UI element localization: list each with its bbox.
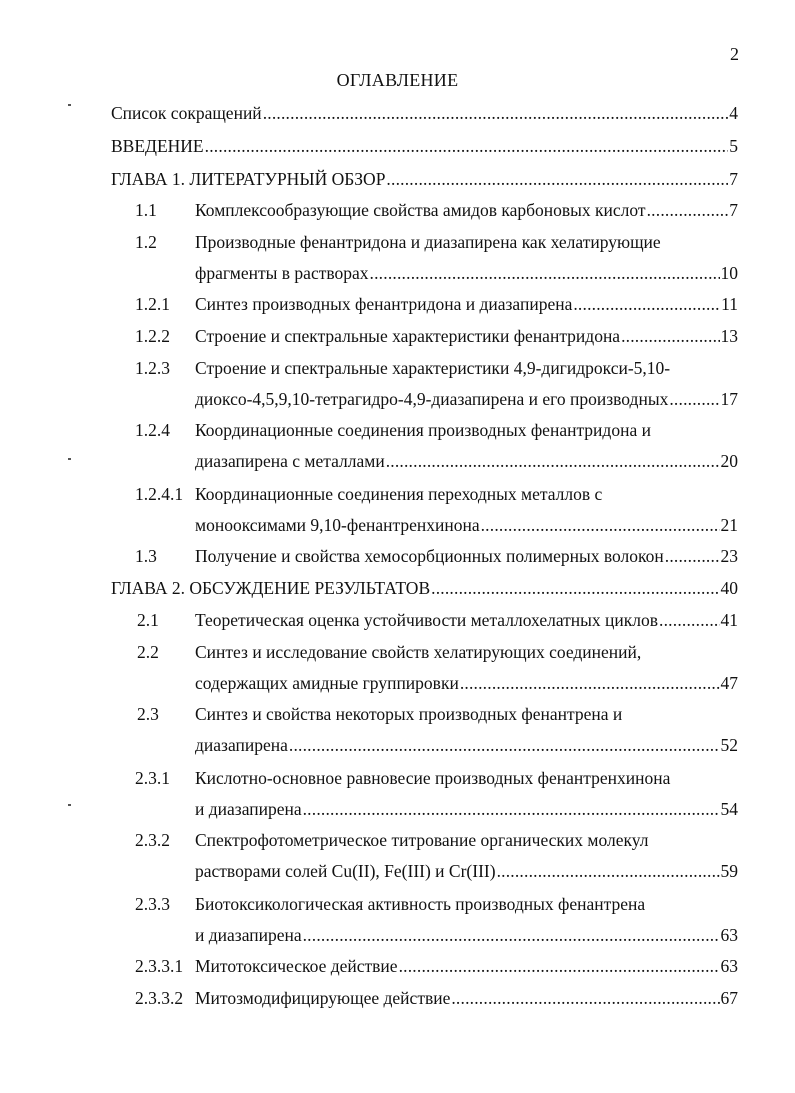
toc-item-title: Кислотно-основное равновесие производных фенантренхинона [195,768,671,788]
toc-item-2-3-1[interactable] [195,768,670,788]
toc-item-number: 2.1 [137,610,159,630]
toc-item-title: диазапирена [195,735,288,755]
toc-item-number: 2.3.1 [135,768,170,788]
toc-item-title: ГЛАВА 2. ОБСУЖДЕНИЕ РЕЗУЛЬТАТОВ [111,578,431,598]
toc-item-1-3[interactable] [195,546,738,566]
toc-item-title: диоксо-4,5,9,10-тетрагидро-4,9-диазапирена и его производных [195,389,669,409]
dot-leader [303,925,720,945]
toc-item-page: 59 [720,861,738,881]
toc-item-number: 2.3.3.1 [135,956,184,976]
page-number: 2 [730,44,739,64]
dot-leader [289,735,720,755]
dot-leader [303,799,720,819]
dot-leader [665,546,720,566]
toc-item-title: и диазапирена [195,925,302,945]
dot-leader [431,578,719,598]
toc-item-2-3-3-2[interactable] [195,988,738,1008]
toc-item-number: 2.3.2 [135,830,170,850]
toc-item-page: 63 [720,956,738,976]
dot-leader [460,673,720,693]
toc-item-2-3[interactable] [195,704,622,724]
toc-item-title: растворами солей Cu(II), Fe(III) и Cr(III) [195,861,496,881]
dot-leader [386,169,728,189]
toc-item-title: Митотоксическое действие [195,956,398,976]
toc-item-page: 20 [720,451,738,471]
toc-item-number: 1.2.1 [135,294,170,314]
dot-leader [497,861,720,881]
toc-item-1-2-3[interactable] [195,389,738,409]
toc-item-1-2[interactable] [195,232,661,252]
dot-leader [621,326,719,346]
toc-item-page: 11 [721,294,738,314]
toc-item-chapter[interactable] [111,169,738,189]
toc-item-number: 1.2.4.1 [135,484,184,504]
toc-item-number: 2.3.3.2 [135,988,184,1008]
toc-item-number: 1.2.3 [135,358,170,378]
toc-item-title: Спектрофотометрическое титрование органических молекул [195,830,649,850]
toc-item-number: 2.3 [137,704,159,724]
toc-item-1-2-4-1[interactable] [195,515,738,535]
toc-item-2-3-3[interactable] [195,894,645,914]
toc-item-2-3-1[interactable] [195,799,738,819]
toc-item-title: Координационные соединения производных фенантридона и [195,420,651,440]
toc-item-title: Производные фенантридона и диазапирена как хелатирующие [195,232,661,252]
toc-item-title: Получение и свойства хемосорбционных полимерных волокон [195,546,664,566]
toc-item-number: 1.3 [135,546,157,566]
toc-item-number: 1.2.2 [135,326,170,346]
dot-leader [573,294,720,314]
toc-item-page: 47 [720,673,738,693]
toc-item-title: Митозмодифицирующее действие [195,988,451,1008]
toc-item-title: Биотоксикологическая активность производных фенантрена [195,894,646,914]
toc-item-number: 2.2 [137,642,159,662]
toc-item-number: 1.2 [135,232,157,252]
dot-leader [205,136,729,156]
page-title: ОГЛАВЛЕНИЕ [336,70,459,90]
dot-leader [669,389,719,409]
toc-item-2-3-2[interactable] [195,861,738,881]
toc-item-page: 54 [720,799,738,819]
toc-item-title: ВВЕДЕНИЕ [111,136,204,156]
toc-item-1-2-4[interactable] [195,420,651,440]
toc-item-page: 67 [720,988,738,1008]
toc-item-2-3[interactable] [195,735,738,755]
toc-item-title: фрагменты в растворах [195,263,369,283]
toc-item-page: 52 [720,735,738,755]
toc-item-title: ГЛАВА 1. ЛИТЕРАТУРНЫЙ ОБЗОР [111,169,386,189]
toc-item-2-2[interactable] [195,673,738,693]
toc-item-title: Список сокращений [111,103,262,123]
toc-item-title: Синтез производных фенантридона и диазапирена [195,294,573,314]
toc-item-title: Синтез и исследование свойств хелатирующих соединений, [195,642,642,662]
dot-leader [451,988,719,1008]
toc-item-page: 21 [720,515,738,535]
toc-item-title: Теоретическая оценка устойчивости металлохелатных циклов [195,610,659,630]
toc-item-1-1[interactable] [195,200,738,220]
toc-item-title: содержащих амидные группировки [195,673,459,693]
dot-leader [481,515,720,535]
scan-speck [68,104,71,106]
toc-item-page: 13 [720,326,738,346]
toc-item-page: 40 [720,578,738,598]
dot-leader [659,610,719,630]
toc-item-1-2[interactable] [195,263,738,283]
toc-item-2-2[interactable] [195,642,641,662]
toc-item-2-3-3[interactable] [195,925,738,945]
toc-item-chapter[interactable] [111,103,738,123]
toc-item-title: и диазапирена [195,799,302,819]
dot-leader [263,103,729,123]
toc-item-number: 2.3.3 [135,894,170,914]
scan-speck [68,458,71,460]
toc-item-page: 4 [729,103,738,123]
toc-item-number: 1.1 [135,200,157,220]
toc-item-title: Строение и спектральные характеристики 4,9-дигидрокси-5,10- [195,358,671,378]
dot-leader [647,200,729,220]
toc-item-number: 1.2.4 [135,420,170,440]
dot-leader [399,956,720,976]
toc-item-page: 17 [720,389,738,409]
toc-item-title: монооксимами 9,10-фенантренхинона [195,515,480,535]
toc-item-title: Координационные соединения переходных металлов с [195,484,603,504]
toc-item-2-3-2[interactable] [195,830,649,850]
dot-leader [370,263,720,283]
toc-item-page: 63 [720,925,738,945]
toc-item-chapter[interactable] [111,136,738,156]
dot-leader [386,451,720,471]
toc-item-page: 5 [729,136,738,156]
toc-item-1-2-1[interactable] [195,294,738,314]
toc-item-1-2-4[interactable] [195,451,738,471]
toc-item-1-2-4-1[interactable] [195,484,602,504]
toc-item-chapter[interactable] [111,578,738,598]
toc-item-2-3-3-1[interactable] [195,956,738,976]
toc-item-title: Строение и спектральные характеристики фенантридона [195,326,621,346]
scan-speck [68,804,71,806]
toc-item-page: 10 [720,263,738,283]
toc-item-1-2-2[interactable] [195,326,738,346]
toc-item-title: Комплексообразующие свойства амидов карбоновых кислот [195,200,646,220]
toc-item-1-2-3[interactable] [195,358,670,378]
toc-item-title: диазапирена с металлами [195,451,385,471]
toc-item-page: 7 [729,169,738,189]
toc-item-page: 7 [729,200,738,220]
toc-item-2-1[interactable] [195,610,738,630]
toc-item-page: 41 [720,610,738,630]
toc-item-title: Синтез и свойства некоторых производных фенантрена и [195,704,623,724]
toc-item-page: 23 [720,546,738,566]
